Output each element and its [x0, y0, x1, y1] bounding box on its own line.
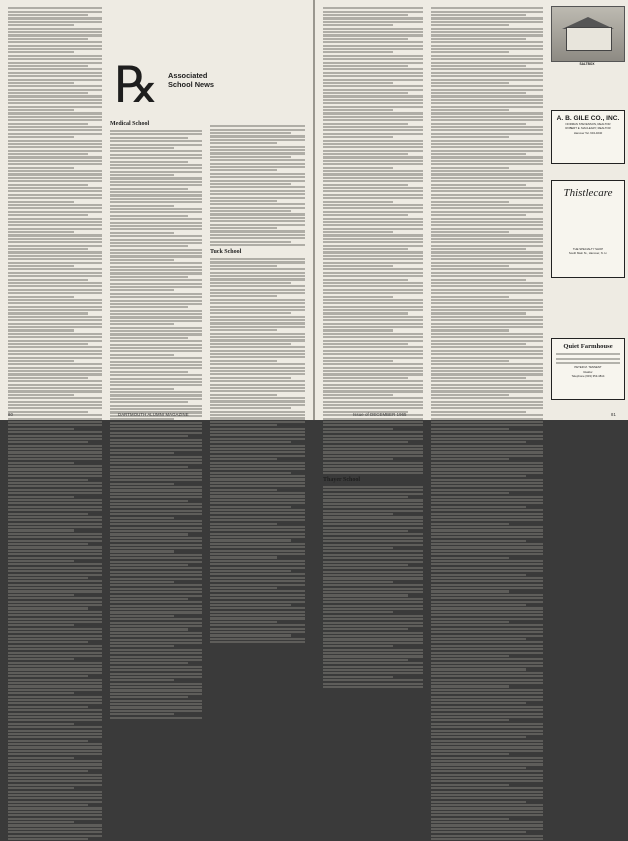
ad-quiet-farmhouse — [551, 338, 625, 400]
photo-caption: SALTBOX — [579, 62, 595, 66]
ad-farmhouse-line: Telephone (603) 353-4814 — [571, 374, 605, 379]
right-column-2 — [431, 6, 543, 841]
heading-medical-school: Medical School — [110, 121, 150, 127]
ad-farmhouse-title: Quiet Farmhouse — [563, 343, 613, 350]
section-title: Associated School News — [168, 71, 214, 89]
ad-farmhouse-line: PETER M. TENNENT — [574, 365, 602, 370]
ad-gile-line: Hanover Tel. 643-4040 — [573, 130, 603, 135]
left-column-3 — [210, 6, 305, 645]
left-column-2 — [110, 118, 202, 720]
right-column-1 — [323, 6, 423, 689]
ad-gile-title: A. B. GILE CO., INC. — [556, 115, 620, 122]
heading-tuck-school: Tuck School — [210, 249, 242, 256]
left-column-1 — [8, 6, 102, 841]
right-page — [315, 0, 628, 483]
heading-thayer-school: Thayer School — [323, 476, 361, 483]
ad-thistlecare-line: South Main St., Hanover, N. H. — [568, 251, 608, 256]
ad-gile-line: ROBERT E. MACLEARY, REALTOR — [565, 126, 611, 131]
ad-farmhouse-line: Realtor — [583, 369, 593, 374]
right-footer-issue: Issue of DECEMBER 1965 — [353, 412, 407, 417]
left-footer-title: DARTMOUTH ALUMNI MAGAZINE — [118, 412, 189, 417]
ad-thistlecare-line: THE SPECIALTY SHOP — [572, 247, 604, 251]
right-page-number: 81 — [611, 412, 616, 417]
ad-thistlecare-title: Thistlecare — [563, 187, 613, 199]
rx-symbol: ℞ — [114, 57, 159, 113]
ad-thistlecare — [551, 180, 625, 278]
saltbox-photo — [551, 6, 625, 62]
rx-logo — [110, 57, 168, 113]
ad-gile — [551, 110, 625, 164]
left-page — [0, 0, 313, 420]
left-page-number: 80 — [8, 412, 13, 417]
ad-gile-line: NORMAN STEVENSON, REALTOR — [565, 122, 611, 126]
